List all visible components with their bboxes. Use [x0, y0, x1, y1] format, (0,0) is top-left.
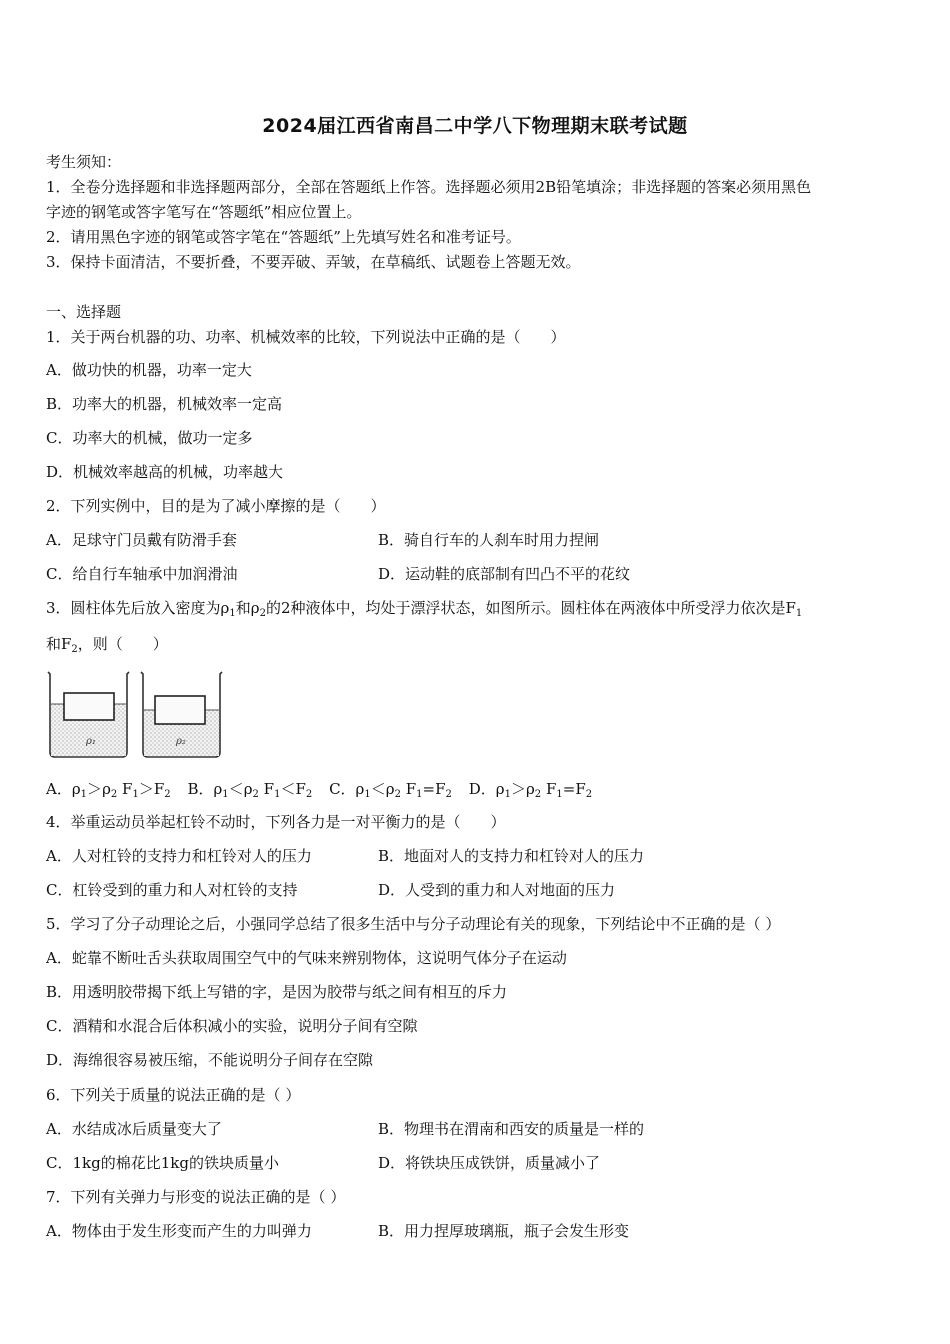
q3-stem-part: 3．圆柱体先后放入密度为ρ [46, 599, 230, 617]
symbol: ρ [102, 780, 111, 798]
subscript: 2 [259, 608, 266, 619]
q3-stem [46, 598, 802, 618]
symbol: ρ [213, 780, 223, 798]
q1-option-b: B．功率大的机器，机械效率一定高 [46, 395, 283, 413]
subscript: 1 [274, 789, 281, 800]
cylinder-1 [64, 693, 114, 720]
notice-item-1: 1．全卷分选择题和非选择题两部分，全部在答题纸上作答。选择题必须用2B铅笔填涂；非选择题的答案必须用黑色 [46, 178, 812, 196]
q1-option-a: A．做功快的机器，功率一定大 [46, 361, 252, 379]
q6-option-d: D．将铁块压成铁饼，质量减小了 [378, 1154, 601, 1172]
symbol: ＜ [228, 780, 244, 798]
subscript: 2 [534, 789, 542, 800]
symbol: = [422, 780, 436, 798]
symbol: F [295, 780, 306, 798]
subscript: 2 [445, 789, 452, 800]
q2-option-d: D．运动鞋的底部制有凹凸不平的花纹 [378, 565, 631, 583]
symbol: F [405, 780, 417, 798]
symbol: = [562, 780, 576, 798]
subscript: 1 [504, 789, 511, 800]
option-label: A． [46, 780, 72, 798]
q3-stem-cont [46, 634, 168, 654]
symbol: F [153, 780, 165, 798]
q1-option-d: D．机械效率越高的机械，功率越大 [46, 463, 284, 481]
subscript: 2 [305, 789, 313, 800]
q2-stem: 2．下列实例中，目的是为了减小摩擦的是（ ） [46, 497, 386, 515]
q5-option-a: A．蛇靠不断吐舌头获取周围空气中的气味来辨别物体，这说明气体分子在运动 [46, 949, 567, 967]
symbol: ρ [71, 780, 81, 798]
q3-option-a [46, 780, 171, 798]
cylinder-2 [155, 696, 205, 724]
option-label: C． [329, 780, 356, 798]
symbol: F [435, 780, 446, 798]
q5-option-c: C．酒精和水混合后体积减小的实验，说明分子间有空隙 [46, 1017, 418, 1035]
subscript: 1 [229, 608, 236, 619]
option-label: D． [468, 780, 496, 798]
q4-stem: 4．举重运动员举起杠铃不动时，下列各力是一对平衡力的是（ ） [46, 813, 506, 831]
subscript: 1 [795, 608, 803, 619]
symbol: ρ [385, 780, 395, 798]
q6-option-a: A．水结成冰后质量变大了 [46, 1120, 222, 1138]
subscript: 1 [222, 789, 229, 800]
q7-option-a: A．物体由于发生形变而产生的力叫弹力 [46, 1222, 312, 1240]
symbol: ＞ [138, 780, 154, 798]
subscript: 1 [364, 789, 371, 800]
q3-option-b [187, 780, 312, 798]
q7-option-b: B．用力捏厚玻璃瓶，瓶子会发生形变 [378, 1222, 630, 1240]
q6-stem: 6．下列关于质量的说法正确的是（ ） [46, 1086, 301, 1104]
notice-item-3: 3．保持卡面清洁，不要折叠，不要弄破、弄皱，在草稿纸、试题卷上答题无效。 [46, 253, 581, 271]
q3-stem-part: 和F [46, 635, 72, 653]
subscript: 2 [71, 644, 78, 655]
section-heading: 一、选择题 [46, 303, 122, 321]
symbol: ρ [355, 780, 365, 798]
q4-option-b: B．地面对人的支持力和杠铃对人的压力 [378, 847, 645, 865]
q1-stem: 1．关于两台机器的功、功率、机械效率的比较，下列说法中正确的是（ ） [46, 328, 566, 346]
fig-label-rho1: ρ₁ [86, 736, 96, 747]
option-label: B． [187, 780, 214, 798]
q6-option-c: C．1kg的棉花比1kg的铁块质量小 [46, 1154, 279, 1172]
fig-label-rho2: ρ₂ [176, 736, 186, 747]
q3-stem-part: ，则（ ） [77, 635, 168, 653]
q3-option-c [329, 780, 452, 798]
notice-heading: 考生须知： [46, 153, 122, 171]
symbol: ＞ [510, 780, 526, 798]
subscript: 2 [110, 789, 118, 800]
q1-option-c: C．功率大的机械，做功一定多 [46, 429, 253, 447]
subscript: 1 [556, 789, 563, 800]
q5-option-b: B．用透明胶带揭下纸上写错的字，是因为胶带与纸之间有相互的斥力 [46, 983, 508, 1001]
beaker-1 [48, 672, 129, 757]
subscript: 1 [132, 789, 139, 800]
q5-option-d: D．海绵很容易被压缩，不能说明分子间存在空隙 [46, 1051, 374, 1069]
symbol: ρ [495, 780, 505, 798]
symbol: F [545, 780, 557, 798]
subscript: 1 [80, 789, 88, 800]
q7-stem: 7．下列有关弹力与形变的说法正确的是（ ） [46, 1188, 346, 1206]
q4-option-d: D．人受到的重力和人对地面的压力 [378, 881, 616, 899]
subscript: 2 [394, 789, 401, 800]
q3-option-d [469, 780, 592, 798]
notice-item-2: 2．请用黑色字迹的钢笔或答字笔在“答题纸”上先填写姓名和准考证号。 [46, 228, 521, 246]
q5-stem: 5．学习了分子动理论之后，小强同学总结了很多生活中与分子动理论有关的现象，下列结论中不正确的是（ ） [46, 915, 781, 933]
symbol: ρ [525, 780, 535, 798]
symbol: F [263, 780, 275, 798]
symbol: ρ [243, 780, 253, 798]
q2-option-c: C．给自行车轴承中加润滑油 [46, 565, 238, 583]
q3-stem-part: 的2种液体中，均处于漂浮状态，如图所示。圆柱体在两液体中所受浮力依次是F [265, 599, 796, 617]
subscript: 2 [585, 789, 593, 800]
beakers-figure [46, 668, 226, 760]
q3-stem-part: 和ρ [235, 599, 260, 617]
q3-options [46, 779, 592, 799]
q2-option-b: B．骑自行车的人刹车时用力捏闸 [378, 531, 600, 549]
symbol: F [122, 780, 133, 798]
subscript: 2 [252, 789, 259, 800]
subscript: 2 [164, 789, 171, 800]
symbol: ＞ [87, 780, 103, 798]
q2-option-a: A．足球守门员戴有防滑手套 [46, 531, 237, 549]
symbol: ＜ [370, 780, 386, 798]
symbol: F [575, 780, 586, 798]
symbol: ＜ [280, 780, 296, 798]
q4-option-a: A．人对杠铃的支持力和杠铃对人的压力 [46, 847, 312, 865]
q6-option-b: B．物理书在渭南和西安的质量是一样的 [378, 1120, 645, 1138]
beaker-2 [141, 672, 222, 757]
q4-option-c: C．杠铃受到的重力和人对杠铃的支持 [46, 881, 298, 899]
notice-item-1-cont: 字迹的钢笔或答字笔写在“答题纸”相应位置上。 [46, 203, 362, 221]
page-title: 2024届江西省南昌二中学八下物理期末联考试题 [262, 115, 688, 137]
subscript: 1 [416, 789, 423, 800]
